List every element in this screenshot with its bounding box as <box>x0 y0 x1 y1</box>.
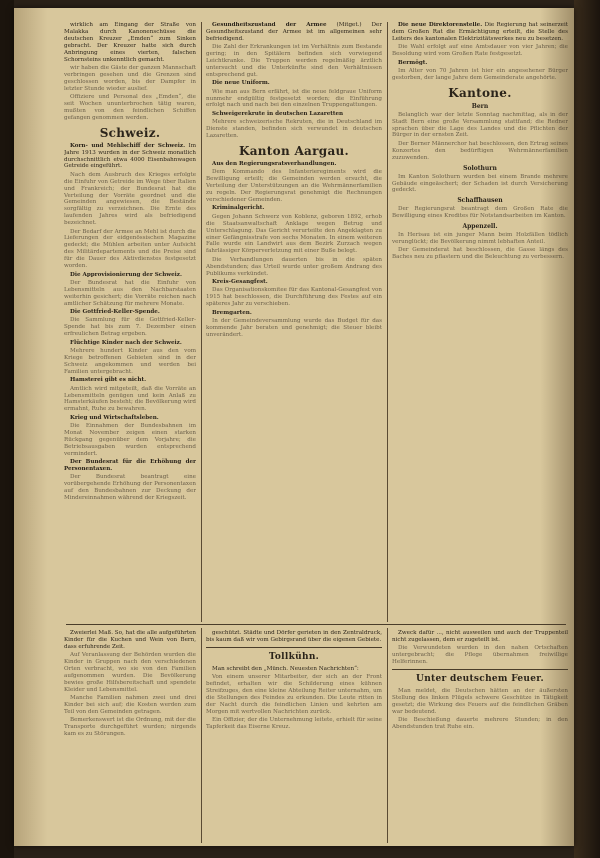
body-text: Der Bundesrat hat die Einfuhr von Lebensmitteln aus den Nachbarstaaten weiterhin gesichert; die Vorräte reichen nach amtlicher Schätzung für mehrere Monate. <box>64 279 196 307</box>
body-text: Die Zahl der Erkrankungen ist im Verhältnis zum Bestande gering; in den Spitälern befinden sich vorwiegend Leichtkranke. Die Truppen werden regelmäßig ärztlich untersucht und die Unterkünfte sind den Verhältnissen entsprechend gut. <box>206 44 382 78</box>
column-rule-1 <box>201 22 202 622</box>
body-text: Der Bedarf der Armee an Mehl ist durch die Lieferungen der eidgenössischen Magazine gedeckt; die Mühlen arbeiten unter Aufsicht des Militärdepartements und die Preise sind für die Dauer des Aktivdienstes festgesetzt worden. <box>64 228 196 270</box>
bottom-section-rule <box>66 624 566 625</box>
item-heading: Bermögt. <box>398 59 428 66</box>
article-title-tollkuehn: Tollkühn. <box>268 651 320 662</box>
item-heading: Schweigerekrute in deutschen Lazaretten <box>212 110 344 117</box>
subsection-bern: Bern <box>471 102 489 110</box>
item-heading: Die neue Uniform. <box>212 80 270 87</box>
subsection-solothurn: Solothurn <box>463 164 497 172</box>
book-binding <box>0 0 14 858</box>
body-text: Man meldet, die Deutschen hätten an der äußersten Stellung des linken Flügels schwere Geschütze in Tätigkeit gesetzt; die Wirkung des Feuers auf die feindlichen Gräben war bedeutend. <box>392 688 568 715</box>
body-text: Die Wahl erfolgt auf eine Amtsdauer von vier Jahren; die Besoldung wird vom Großen Rate festgesetzt. <box>392 44 568 58</box>
body-text: Bemerkenswert ist die Ordnung, mit der die Transporte durchgeführt wurden; nirgends kam es zu Störungen. <box>64 717 196 738</box>
body-text: Gegen Johann Schwerz von Koblenz, geboren 1892, erhob die Staatsanwaltschaft Anklage wegen Betrug und Unterschlagung. Das Gericht verurteilte den Angeklagten zu einer Gefängnisstrafe von sechs Monaten. In einem weiteren Falle wurde ein Landwirt aus dem Bezirk Zurzach wegen fahrlässiger Körperverletzung mit einer Buße belegt. <box>206 213 382 255</box>
body-text: Belanglich war der letzte Sonntag nachmittag, als in der Stadt Bern eine große Versammlung stattfand; die Redner sprachen über die Lage des Landes und die Pflichten der Bürger in der ernsten Zeit. <box>392 111 568 139</box>
article-subtitle: Man schreibt den „Münch. Neuesten Nachrichten“: <box>212 665 359 672</box>
body-text: Ein Offizier, der die Unternehmung leitete, erhielt für seine Tapferkeit das Eiserne Kreuz. <box>206 717 382 731</box>
body-text: Im Alter von 70 Jahren ist hier ein angesehener Bürger gestorben, der lange Jahre dem Gemeinderate angehörte. <box>392 67 568 81</box>
item-text: Die Regierung hat seinerzeit dem Großen Rat die Ermächtigung erteilt, die Stelle des Leiters des kantonalen Elektrizitätswerkes neu zu besetzen. <box>392 22 568 42</box>
item-heading: Korn- und Mehlschiff der Schweiz. <box>70 142 186 149</box>
item-heading: Kreis-Gesangfest. <box>212 279 268 285</box>
column-2 <box>206 22 382 620</box>
item-heading: Hamsterei gibt es nicht. <box>70 377 147 384</box>
item-heading: Kriminalgericht. <box>212 205 265 212</box>
body-text: Amtlich wird mitgeteilt, daß die Vorräte an Lebensmitteln genügen und kein Anlaß zu Hamsterkäufen besteht; die Bevölkerung wird ermahnt, Ruhe zu bewahren. <box>64 385 196 413</box>
page-edge-stack <box>574 0 600 858</box>
subsection-schaffhausen: Schaffhausen <box>457 197 503 205</box>
article-title-unter-deutschem-feuer: Unter deutschem Feuer. <box>416 674 544 685</box>
body-text: Die Einnahmen der Bundesbahnen im Monat November zeigen einen starken Rückgang gegenüber dem Vorjahre; die Betriebsausgaben wurden entsprechend vermindert. <box>64 423 196 457</box>
body-text: Die Sammlung für die Gottfried-Keller-Spende hat bis zum 7. Dezember einen erfreulichen Betrag ergeben. <box>64 317 196 338</box>
bottom-column-1 <box>64 630 196 842</box>
column-rule-4 <box>387 628 388 843</box>
col1-lead-in: wirklich am Eingang der Straße von Malakka durch Kanonenschüsse die deutschen Kreuzer „Emden“ zum Sinken gebracht. Der Kreuzer hatte sich durch Anbringung eines vierten, falschen Schornsteins unkenntlich gemacht. <box>64 22 196 63</box>
subsection-appenzell: Appenzell. <box>462 223 498 231</box>
column-1 <box>64 22 196 620</box>
body-text: wir haben die Gäste der ganzen Mannschaft verbringen gesehen und die Grenzen sind geschlossen worden, bis der Dampfer in letzter Stunde wieder auslief. <box>64 64 196 92</box>
item-heading: Bremgarten. <box>212 309 252 316</box>
body-text: Die Beschießung dauerte mehrere Stunden; in den Abendstunden trat Ruhe ein. <box>392 717 568 731</box>
body-text: Offiziere und Personal des „Emden“, die seit Wochen ununterbrochen tätig waren, mußten von den feindlichen Schiffen gefangen genommen werden. <box>64 94 196 121</box>
body-text: Der Regierungsrat beantragt dem Großen Rate die Bewilligung eines Kredites für Notstandsarbeiten im Kanton. <box>392 206 568 220</box>
item-heading: Die neue Direktorenstelle. <box>398 22 483 28</box>
body-text: In der Gemeindeversammlung wurde das Budget für das kommende Jahr beraten und genehmigt; die Steuer bleibt unverändert. <box>206 318 382 338</box>
body-text: Das Organisationskomitee für das Kantonal-Gesangfest von 1915 hat beschlossen, die Durchführung des Festes auf ein späteres Jahr zu verschieben. <box>206 287 382 308</box>
body-text: Manche Familien nahmen zwei und drei Kinder bei sich auf; die Kosten werden zum Teil von den Gemeinden getragen. <box>64 695 196 715</box>
column-rule-2 <box>387 22 388 622</box>
item-heading: Flüchtige Kinder nach der Schweiz. <box>70 339 182 346</box>
body-text: Mehrere hundert Kinder aus den vom Kriege betroffenen Gebieten sind in der Schweiz angekommen und werden bei Familien untergebracht. <box>64 348 196 375</box>
body-text: Der Berner Männerchor hat beschlossen, den Ertrag seines Konzertes den bedürftigen Wehrmännerfamilien zuzuwenden. <box>392 140 568 161</box>
body-text: Dem Kommando des Infanterieregiments wird die Bewilligung erteilt; die Gemeinden werden ersucht, die Verteilung der Unterstützungen an die Wehrmännerfamilien zu regeln. Der Regierungsrat genehmigt die Rechnungen verschiedener Gemeinden. <box>206 169 382 204</box>
body-text: Auf Veranlassung der Behörden wurden die Kinder in Gruppen nach den verschiedenen Orten verbracht, wo sie von den Familien aufgenommen wurden. Die Bevölkerung bewies große Hilfsbereitschaft und spendete Kleider und Lebensmittel. <box>64 652 196 693</box>
body-text: Von einem unserer Mitarbeiter, der sich an der Front befindet, erhalten wir die Schilderung eines kühnen Streifzuges, den eine kleine Abteilung Reiter unternahm, um die Stellungen des Feindes zu erkunden. Die Leute ritten in der Nacht durch die feindlichen Linien und kehrten am Morgen mit wertvollen Nachrichten zurück. <box>206 674 382 715</box>
bottom-left-text: Zweierlei Maß. So, hat die alle aufgeführten Kinder für die Kuchen und Wein von Bern, dass erfuhrende Zeit. <box>64 630 196 650</box>
newspaper-page <box>14 8 574 846</box>
item-heading: Der Bundesrat für die Erhöhung der Personentaxen. <box>64 459 196 473</box>
column-3 <box>392 22 568 620</box>
divider <box>206 647 382 648</box>
item-heading: Die Approvisionierung der Schweiz. <box>70 271 182 278</box>
body-text: Der Bundesrat beantragt eine vorübergehende Erhöhung der Personentaxen auf den Bundesbahnen zur Deckung der Mindereinnahmen während der Kriegszeit. <box>64 474 196 502</box>
bottom-column-2 <box>206 630 382 842</box>
divider <box>392 669 568 670</box>
body-text: Im Kanton Solothurn wurden bei einem Brande mehrere Gebäude eingeäschert; der Schaden ist durch Versicherung gedeckt. <box>392 173 568 194</box>
bottom-mid-text: geschützt. Städte und Dörfer gerieten in den Zentraldruck, bis kaum daß wir vom Gebirgsrand über die eigenen Gebiete. <box>206 630 382 643</box>
body-text: Der Gemeinderat hat beschlossen, die Gasse längs des Baches neu zu pflastern und die Beleuchtung zu verbessern. <box>392 247 568 261</box>
item-heading: Aus den Regierungsratsverhandlungen. <box>212 161 337 167</box>
body-text: Mehrere schweizerische Rekruten, die in Deutschland im Dienste standen, befinden sich verwundet in deutschen Lazaretten. <box>206 119 382 140</box>
item-text: (Mitget.) Der Gesundheitszustand der Armee ist im allgemeinen sehr befriedigend. <box>206 22 382 42</box>
bottom-column-3 <box>392 630 568 842</box>
bottom-right-text: Zweck dafür ..., nicht ausweilen und auch der Truppenteil nicht zugelassen, dem er zugeteilt ist. <box>392 630 568 643</box>
item-text: Im Jahre 1913 wurden in der Schweiz monatlich durchschnittlich etwa 4000 Eisenbahnwagen Getreide eingeführt. <box>64 142 196 170</box>
column-rule-3 <box>201 628 202 843</box>
section-title-schweiz: Schweiz. <box>99 125 161 140</box>
section-title-aargau: Kanton Aargau. <box>238 144 350 158</box>
section-title-kantone: Kantone. <box>448 85 512 100</box>
item-heading: Krieg und Wirtschaftsleben. <box>70 414 159 421</box>
body-text: Die Verhandlungen dauerten bis in die späten Abendstunden; das Urteil wurde unter großem Andrang des Publikums verkündet. <box>206 256 382 277</box>
body-text: Wie man aus Bern erfährt, ist die neue feldgraue Uniform nunmehr endgültig festgesetzt worden; die Einführung erfolgt nach und nach bei den einzelnen Truppengattungen. <box>206 88 382 109</box>
item-heading: Die Gottfried-Keller-Spende. <box>70 309 160 316</box>
body-text: Nach dem Ausbruch des Krieges erfolgte die Einfuhr von Getreide im Wege über Italien und Frankreich; der Bundesrat hat die Verteilung der Vorräte geordnet und die Gemeinden angewiesen, die Bestände sorgfältig zu verzeichnen. Die Ernte des laufenden Jahres wird als befriedigend bezeichnet. <box>64 171 196 227</box>
body-text: Die Verwundeten wurden in den nahen Ortschaften untergebracht; die Pflege übernahmen freiwillige Helferinnen. <box>392 645 568 666</box>
body-text: In Herisau ist ein junger Mann beim Holzfällen tödlich verunglückt; die Bevölkerung nimmt lebhaften Anteil. <box>392 232 568 246</box>
item-heading: Gesundheitszustand der Armee <box>212 22 327 28</box>
